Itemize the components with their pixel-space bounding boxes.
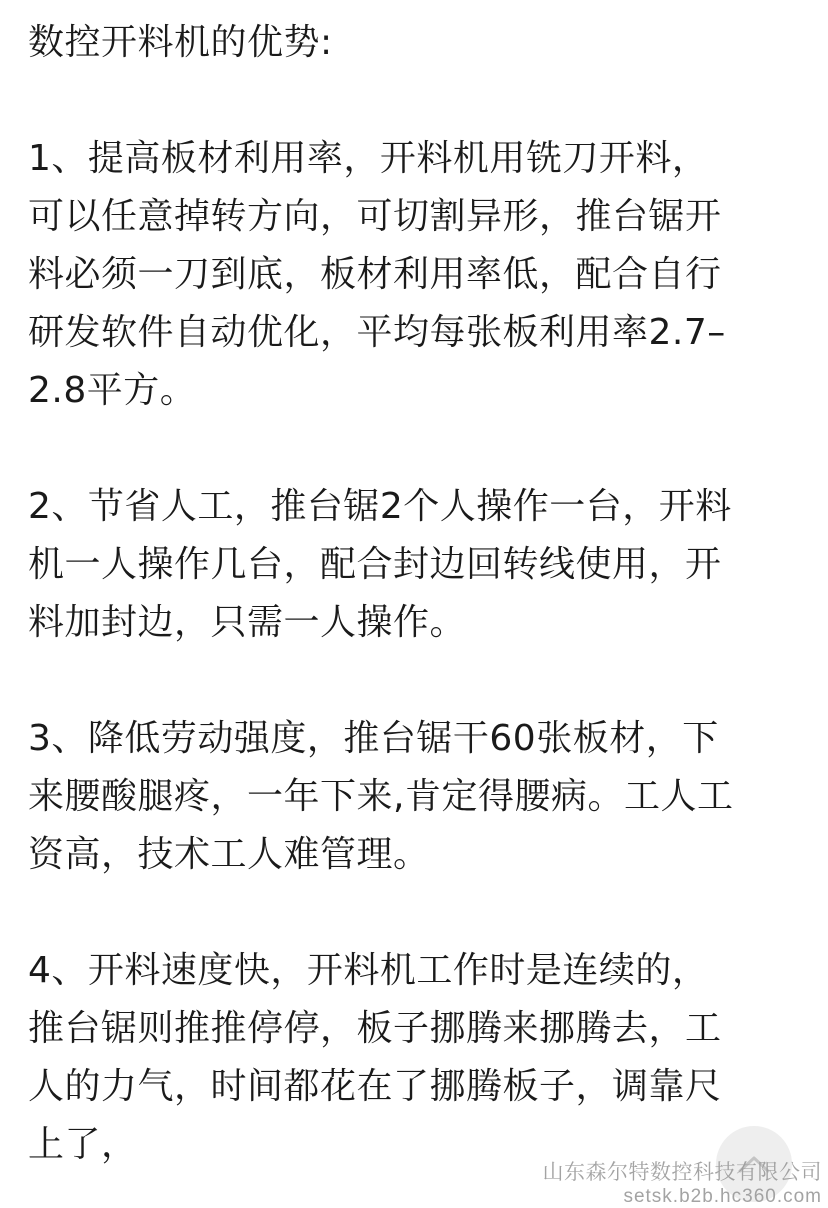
paragraph-2 — [28, 478, 808, 652]
paragraph-line: 机一人操作几台，配合封边回转线使用，开 — [28, 544, 722, 585]
paragraph-line: 2.8平方。 — [28, 370, 197, 411]
paragraph-line: 人的力气，时间都花在了挪腾板子，调靠尺 — [28, 1066, 722, 1107]
paragraph-spacer — [28, 72, 808, 130]
paragraph-line: 3、降低劳动强度，推台锯干60张板材，下 — [28, 718, 719, 759]
watermark-site: setsk.b2b.hc360.com — [623, 1186, 822, 1207]
paragraph-4 — [28, 942, 808, 1174]
paragraph-line: 上了， — [28, 1124, 138, 1165]
paragraph-line: 4、开料速度快，开料机工作时是连续的， — [28, 950, 709, 991]
paragraph-line: 研发软件自动优化，平均每张板利用率2.7– — [28, 312, 726, 353]
paragraph-1 — [28, 130, 808, 420]
paragraph-3 — [28, 710, 808, 884]
paragraph-line: 推台锯则推推停停，板子挪腾来挪腾去，工 — [28, 1008, 722, 1049]
paragraph-line: 2、节省人工，推台锯2个人操作一台，开料 — [28, 486, 732, 527]
paragraph-spacer — [28, 420, 808, 478]
watermark — [543, 1160, 823, 1208]
article-body — [28, 14, 808, 1174]
paragraph-line: 料加封边，只需一人操作。 — [28, 602, 467, 643]
paragraph-line: 料必须一刀到底，板材利用率低，配合自行 — [28, 254, 722, 295]
paragraph-line: 来腰酸腿疼，一年下来,肯定得腰病。工人工 — [28, 776, 734, 817]
paragraph-line: 资高，技术工人难管理。 — [28, 834, 430, 875]
paragraph-spacer — [28, 652, 808, 710]
watermark-company: 山东森尔特数控科技有限公司 — [542, 1161, 822, 1184]
article-heading: 数控开料机的优势: — [28, 22, 333, 63]
paragraph-line: 1、提高板材利用率，开料机用铣刀开料， — [28, 138, 709, 179]
paragraph-spacer — [28, 884, 808, 942]
paragraph-line: 可以任意掉转方向，可切割异形，推台锯开 — [28, 196, 722, 237]
